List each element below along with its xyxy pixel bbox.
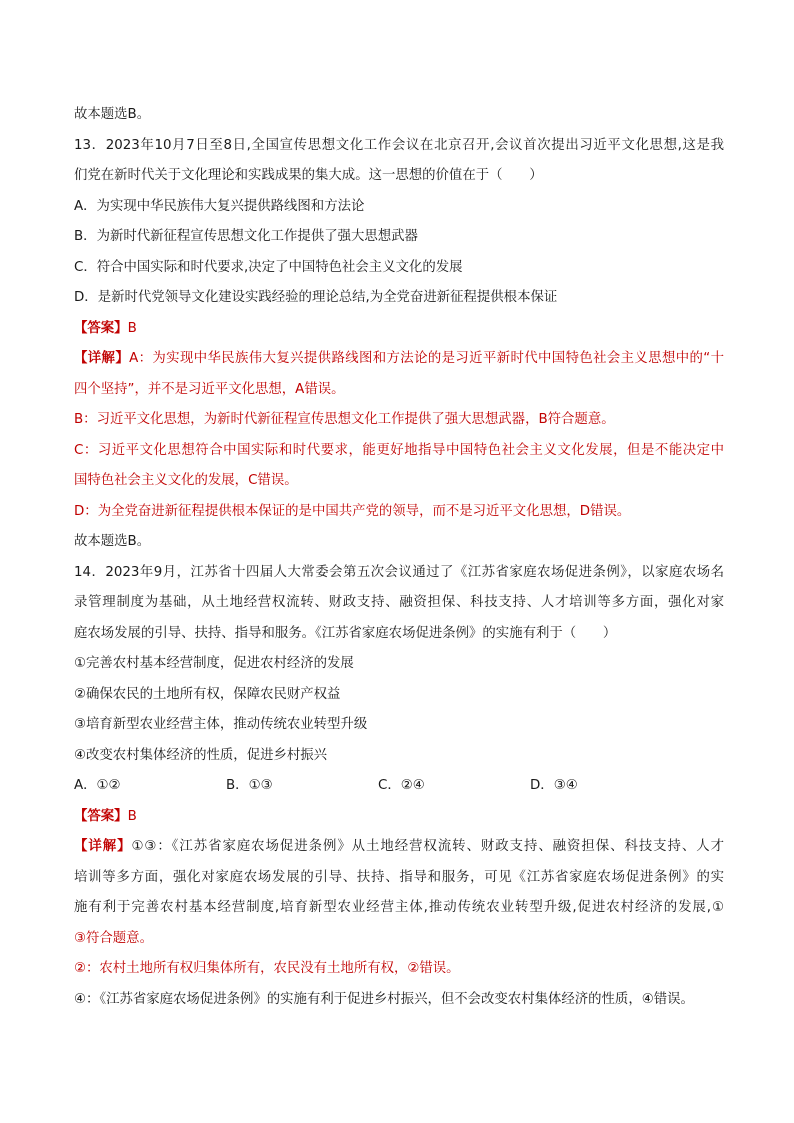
q14-stem-line-3: 庭农场发展的引导、扶持、指导和服务。《江苏省家庭农场促进条例》的实施有利于（ ）: [74, 625, 617, 641]
q14-item-1: ①完善农村基本经营制度，促进农村经济的发展: [74, 656, 354, 671]
q13-detail-d: D：为全党奋进新征程提供根本保证的是中国共产党的领导，而不是习近平文化思想，D错误。: [74, 503, 631, 519]
q14-detail-13-line-4: ③符合题意。: [74, 930, 153, 946]
q14-item-3: ③培育新型农业经营主体，推动传统农业转型升级: [74, 717, 368, 732]
q14-item-2: ②确保农民的土地所有权，保障农民财产权益: [74, 686, 341, 702]
q14-detail-13-line-2: 培训等多方面，强化对家庭农场发展的引导、扶持、指导和服务，可见《江苏省家庭农场促进条例》的实: [74, 869, 724, 885]
q14-answer: [74, 802, 724, 833]
q13-detail-label: 【详解】: [74, 351, 130, 366]
q14-stem-line-2: 录管理制度为基础，从土地经营权流转、财政支持、融资担保、科技支持、人才培训等多方面，强化对家: [74, 595, 724, 610]
q13-option-d: D．是新时代党领导文化建设实践经验的理论总结,为全党奋进新征程提供根本保证: [74, 290, 558, 305]
q14-detail-4: ④：《江苏省家庭农场促进条例》的实施有利于促进乡村振兴，但不会改变农村集体经济的性质，④错误。: [74, 991, 694, 1007]
q13-option-c: C．符合中国实际和时代要求,决定了中国特色社会主义文化的发展: [74, 259, 463, 275]
question-13: [74, 131, 724, 558]
q13-answer-value: B: [127, 320, 137, 336]
q13-detail-a-text: A：为实现中华民族伟大复兴提供路线图和方法论的是习近平新时代中国特色社会主义思想中的“十: [129, 351, 724, 366]
q14-option-d: D．③④: [530, 778, 578, 793]
q14-detail-2: ②：农村土地所有权归集体所有，农民没有土地所有权，②错误。: [74, 961, 460, 976]
previous-conclusion: 故本题选B。: [74, 107, 151, 122]
q14-detail-13-text: ①③：《江苏省家庭农场促进条例》从土地经营权流转、财政支持、融资担保、科技支持、人才: [131, 839, 725, 854]
q14-option-a: A．①②: [74, 778, 121, 793]
q13-answer: [74, 314, 724, 345]
document-page: [74, 100, 724, 1015]
q13-conclusion: 故本题选B。: [74, 534, 151, 549]
question-14: [74, 558, 724, 1016]
q13-stem-line-2: 们党在新时代关于文化理论和实践成果的集大成。这一思想的价值在于（ ）: [74, 168, 543, 183]
q14-option-c: C．②④: [378, 778, 425, 793]
q13-detail-c-line-1: C：习近平文化思想符合中国实际和时代要求，能更好地指导中国特色社会主义文化发展，但是不能决定中: [74, 442, 724, 458]
q13-option-b: B．为新时代新征程宣传思想文化工作提供了强大思想武器: [74, 229, 418, 244]
q13-option-a: A．为实现中华民族伟大复兴提供路线图和方法论: [74, 198, 365, 214]
q14-option-b: B．①③: [226, 778, 273, 793]
q14-stem-line-1: 14．2023年9月，江苏省十四届人大常委会第五次会议通过了《江苏省家庭农场促进条例》，以家庭农场名: [74, 564, 724, 580]
q14-options: [74, 771, 724, 802]
q14-detail-label: 【详解】: [74, 839, 132, 854]
q14-answer-value: B: [127, 808, 137, 824]
q14-detail-13-line-1: [74, 832, 724, 863]
q13-detail-a-line-1: [74, 344, 724, 375]
q13-stem-line-1: 13．2023年10月7日至8日,全国宣传思想文化工作会议在北京召开,会议首次提出习近平文化思想,这是我: [74, 137, 724, 153]
q14-item-4: ④改变农村集体经济的性质，促进乡村振兴: [74, 747, 328, 763]
q13-detail-c-line-2: 国特色社会主义文化的发展，C错误。: [74, 473, 298, 488]
q13-detail-a-line-2: 四个坚持”，并不是习近平文化思想，A错误。: [74, 381, 345, 397]
q13-detail-b: B：习近平文化思想，为新时代新征程宣传思想文化工作提供了强大思想武器，B符合题意。: [74, 412, 615, 427]
q14-detail-13-line-3: 施有利于完善农村基本经营制度,培育新型农业经营主体,推动传统农业转型升级,促进农村经济的发展,①: [74, 900, 724, 915]
q14-answer-label: 【答案】: [74, 808, 128, 824]
q13-answer-label: 【答案】: [74, 320, 128, 336]
